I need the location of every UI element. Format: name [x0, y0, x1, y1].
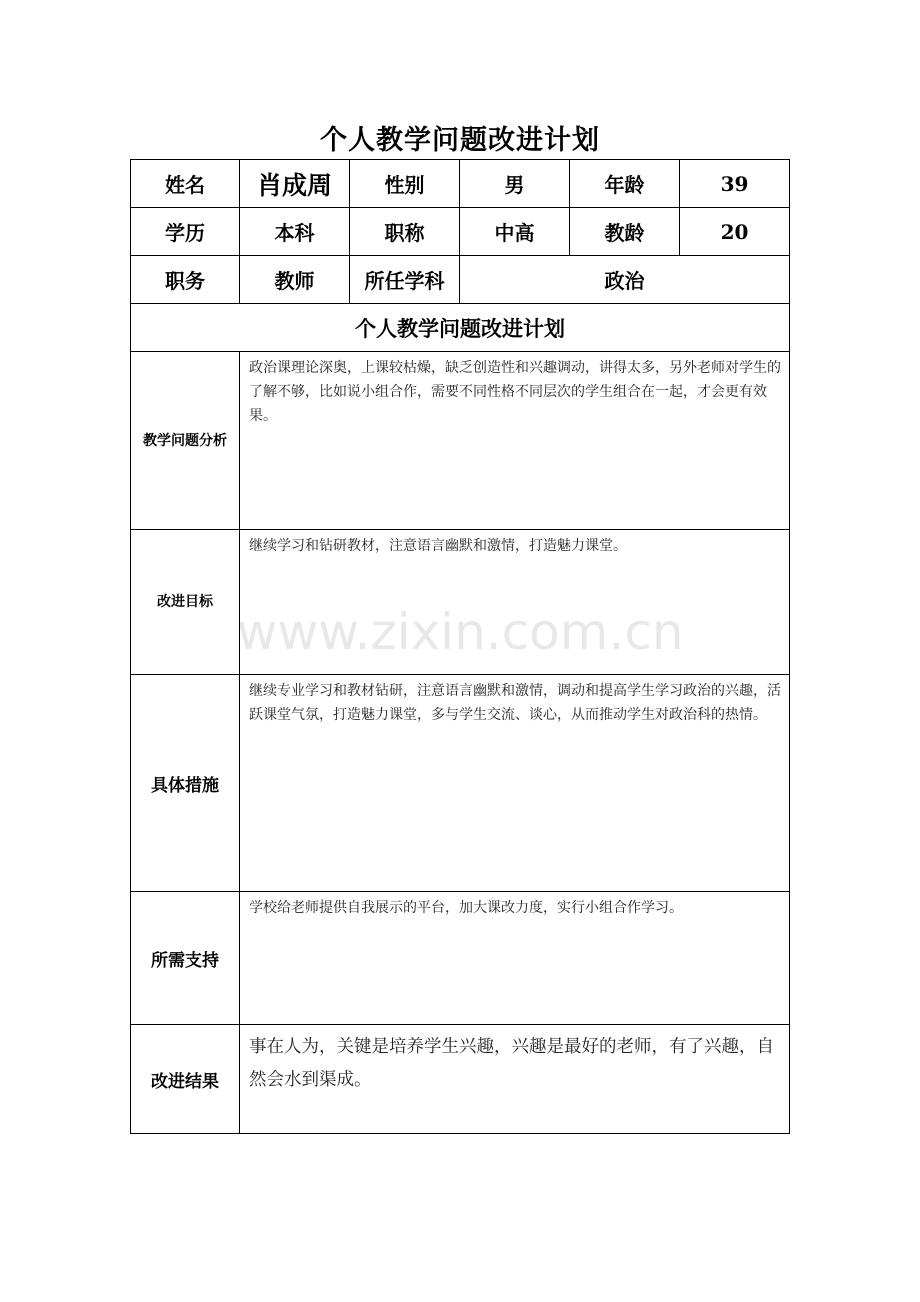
- info-row-2: [131, 208, 790, 256]
- plan-row-measures: [131, 675, 790, 892]
- measures-label: 具体措施: [131, 675, 240, 892]
- subject-label: 所任学科: [350, 256, 460, 304]
- plan-row-support: [131, 892, 790, 1025]
- info-row-3: [131, 256, 790, 304]
- age-label: 年龄: [570, 160, 680, 208]
- rank-value: 中高: [460, 208, 570, 256]
- result-label: 改进结果: [131, 1025, 240, 1134]
- goal-label: 改进目标: [131, 530, 240, 675]
- gender-label: 性别: [350, 160, 460, 208]
- position-value: 教师: [240, 256, 350, 304]
- plan-row-result: [131, 1025, 790, 1134]
- goal-content: 继续学习和钻研教材，注意语言幽默和激情，打造魅力课堂。: [240, 530, 790, 675]
- teaching-years-value: 20: [680, 208, 790, 256]
- result-content: 事在人为，关键是培养学生兴趣，兴趣是最好的老师，有了兴趣，自然会水到渠成。: [240, 1025, 790, 1134]
- section-title-row: [131, 304, 790, 352]
- rank-label: 职称: [350, 208, 460, 256]
- support-label: 所需支持: [131, 892, 240, 1025]
- plan-table: [130, 159, 790, 1134]
- info-row-1: [131, 160, 790, 208]
- watermark: www.zixin.com.cn: [236, 603, 684, 661]
- page-title: 个人教学问题改进计划: [320, 125, 600, 156]
- education-value: 本科: [240, 208, 350, 256]
- teaching-years-label: 教龄: [570, 208, 680, 256]
- name-label: 姓名: [131, 160, 240, 208]
- subject-value: 政治: [460, 256, 790, 304]
- plan-row-goal: [131, 530, 790, 675]
- measures-content: 继续专业学习和教材钻研，注意语言幽默和激情，调动和提高学生学习政治的兴趣，活跃课堂气氛，打造魅力课堂，多与学生交流、谈心，从而推动学生对政治科的热情。: [240, 675, 790, 892]
- section-title: 个人教学问题改进计划: [131, 304, 790, 352]
- name-value: 肖成周: [240, 160, 350, 208]
- gender-value: 男: [460, 160, 570, 208]
- support-content: 学校给老师提供自我展示的平台，加大课改力度，实行小组合作学习。: [240, 892, 790, 1025]
- age-value: 39: [680, 160, 790, 208]
- analysis-label-text: 教学问题分析: [143, 432, 227, 449]
- analysis-content: 政治课理论深奥，上课较枯燥，缺乏创造性和兴趣调动，讲得太多，另外老师对学生的了解不够，比如说小组合作，需要不同性格不同层次的学生组合在一起，才会更有效果。: [240, 352, 790, 530]
- position-label: 职务: [131, 256, 240, 304]
- plan-row-analysis: [131, 352, 790, 530]
- analysis-label: [131, 352, 240, 530]
- education-label: 学历: [131, 208, 240, 256]
